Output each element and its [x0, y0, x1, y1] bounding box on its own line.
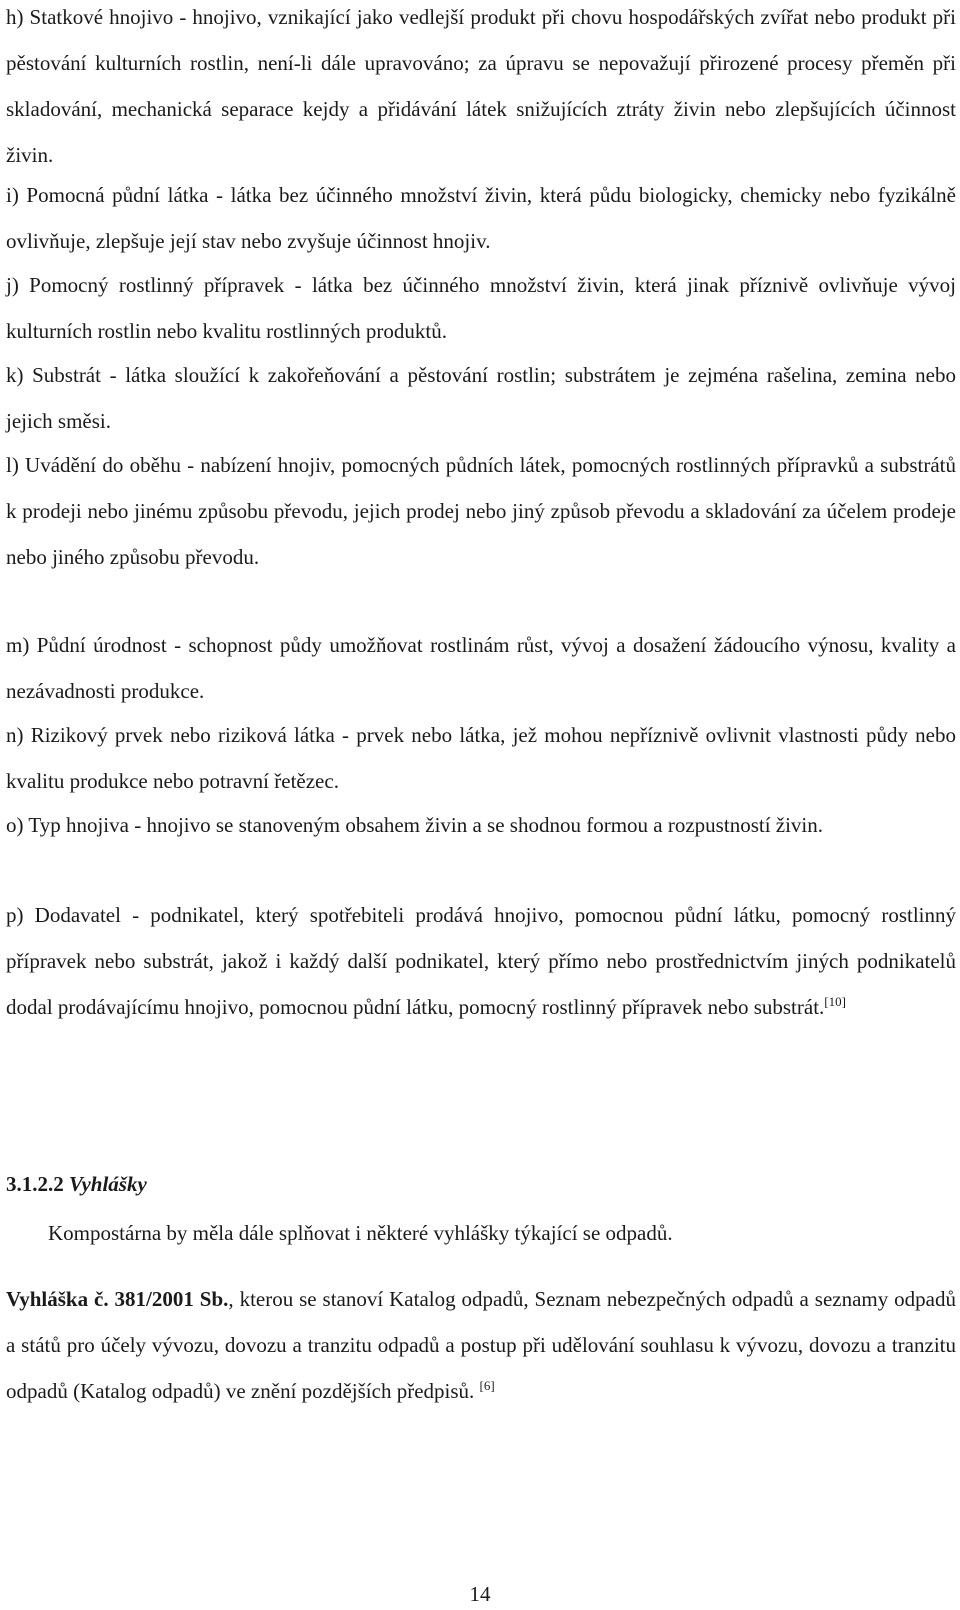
definition-i	[6, 172, 956, 264]
definition-o	[6, 802, 956, 848]
section-title: Vyhlášky	[69, 1172, 147, 1196]
definition-j	[6, 262, 956, 354]
definition-p	[6, 892, 956, 1030]
definition-o-text: o) Typ hnojiva - hnojivo se stanoveným obsahem živin a se shodnou formou a rozpustností živin.	[6, 813, 824, 837]
section-number: 3.1.2.2	[6, 1172, 64, 1196]
definition-n-text: n) Rizikový prvek nebo riziková látka - prvek nebo látka, jež mohou nepříznivě ovlivnit vlastnosti půdy nebo kvalitu produkce nebo potravní řetězec.	[6, 723, 956, 793]
definition-h-text: h) Statkové hnojivo - hnojivo, vznikající jako vedlejší produkt při chovu hospodářských zvířat nebo produkt při pěstování kulturních rostlin, není-li dále upravováno; za úpravu se nepovažují přirozené procesy přeměn při skladování, mechanická separace kejdy a přidávání látek snižujících ztráty živin nebo zlepšujících účinnost živin.	[6, 5, 956, 167]
section-intro: Kompostárna by měla dále splňovat i některé vyhlášky týkající se odpadů.	[48, 1221, 673, 1245]
section-heading	[6, 1172, 147, 1197]
decree-name: Vyhláška č. 381/2001 Sb.	[6, 1287, 229, 1311]
definition-n	[6, 712, 956, 804]
page-number: 14	[469, 1582, 491, 1606]
definition-k-text: k) Substrát - látka sloužící k zakořeňování a pěstování rostlin; substrátem je zejména rašelina, zemina nebo jejich směsi.	[6, 363, 956, 433]
decree-paragraph	[6, 1276, 956, 1414]
definition-p-text: p) Dodavatel - podnikatel, který spotřebiteli prodává hnojivo, pomocnou půdní látku, pomocný rostlinný přípravek nebo substrát, jakož i každý další podnikatel, který přímo nebo prostřednictvím jiných podnikatelů dodal prodávajícímu hnojivo, pomocnou půdní látku, pomocný rostlinný přípravek nebo substrát.	[6, 903, 956, 1019]
citation-ref-6: [6]	[479, 1378, 495, 1393]
definition-k	[6, 352, 956, 444]
definition-m-text: m) Půdní úrodnost - schopnost půdy umožňovat rostlinám růst, vývoj a dosažení žádoucího výnosu, kvality a nezávadnosti produkce.	[6, 633, 956, 703]
definition-h	[6, 0, 956, 178]
definition-l-text: l) Uvádění do oběhu - nabízení hnojiv, pomocných půdních látek, pomocných rostlinných přípravků a substrátů k prodeji nebo jinému způsobu převodu, jejich prodej nebo jiný způsob převodu a skladování za účelem prodeje nebo jiného způsobu převodu.	[6, 453, 956, 569]
citation-ref-10: [10]	[824, 994, 846, 1009]
definition-i-text: i) Pomocná půdní látka - látka bez účinného množství živin, která půdu biologicky, chemicky nebo fyzikálně ovlivňuje, zlepšuje její stav nebo zvyšuje účinnost hnojiv.	[6, 183, 956, 253]
definition-j-text: j) Pomocný rostlinný přípravek - látka bez účinného množství živin, která jinak příznivě ovlivňuje vývoj kulturních rostlin nebo kvalitu rostlinných produktů.	[6, 273, 956, 343]
definition-l	[6, 442, 956, 580]
decree-text: , kterou se stanoví Katalog odpadů, Seznam nebezpečných odpadů a seznamy odpadů a států pro účely vývozu, dovozu a tranzitu odpadů a postup při udělování souhlasu k vývozu, dovozu a tranzitu odpadů (Katalog odpadů) ve znění pozdějších předpisů.	[6, 1287, 956, 1403]
definition-m	[6, 622, 956, 714]
